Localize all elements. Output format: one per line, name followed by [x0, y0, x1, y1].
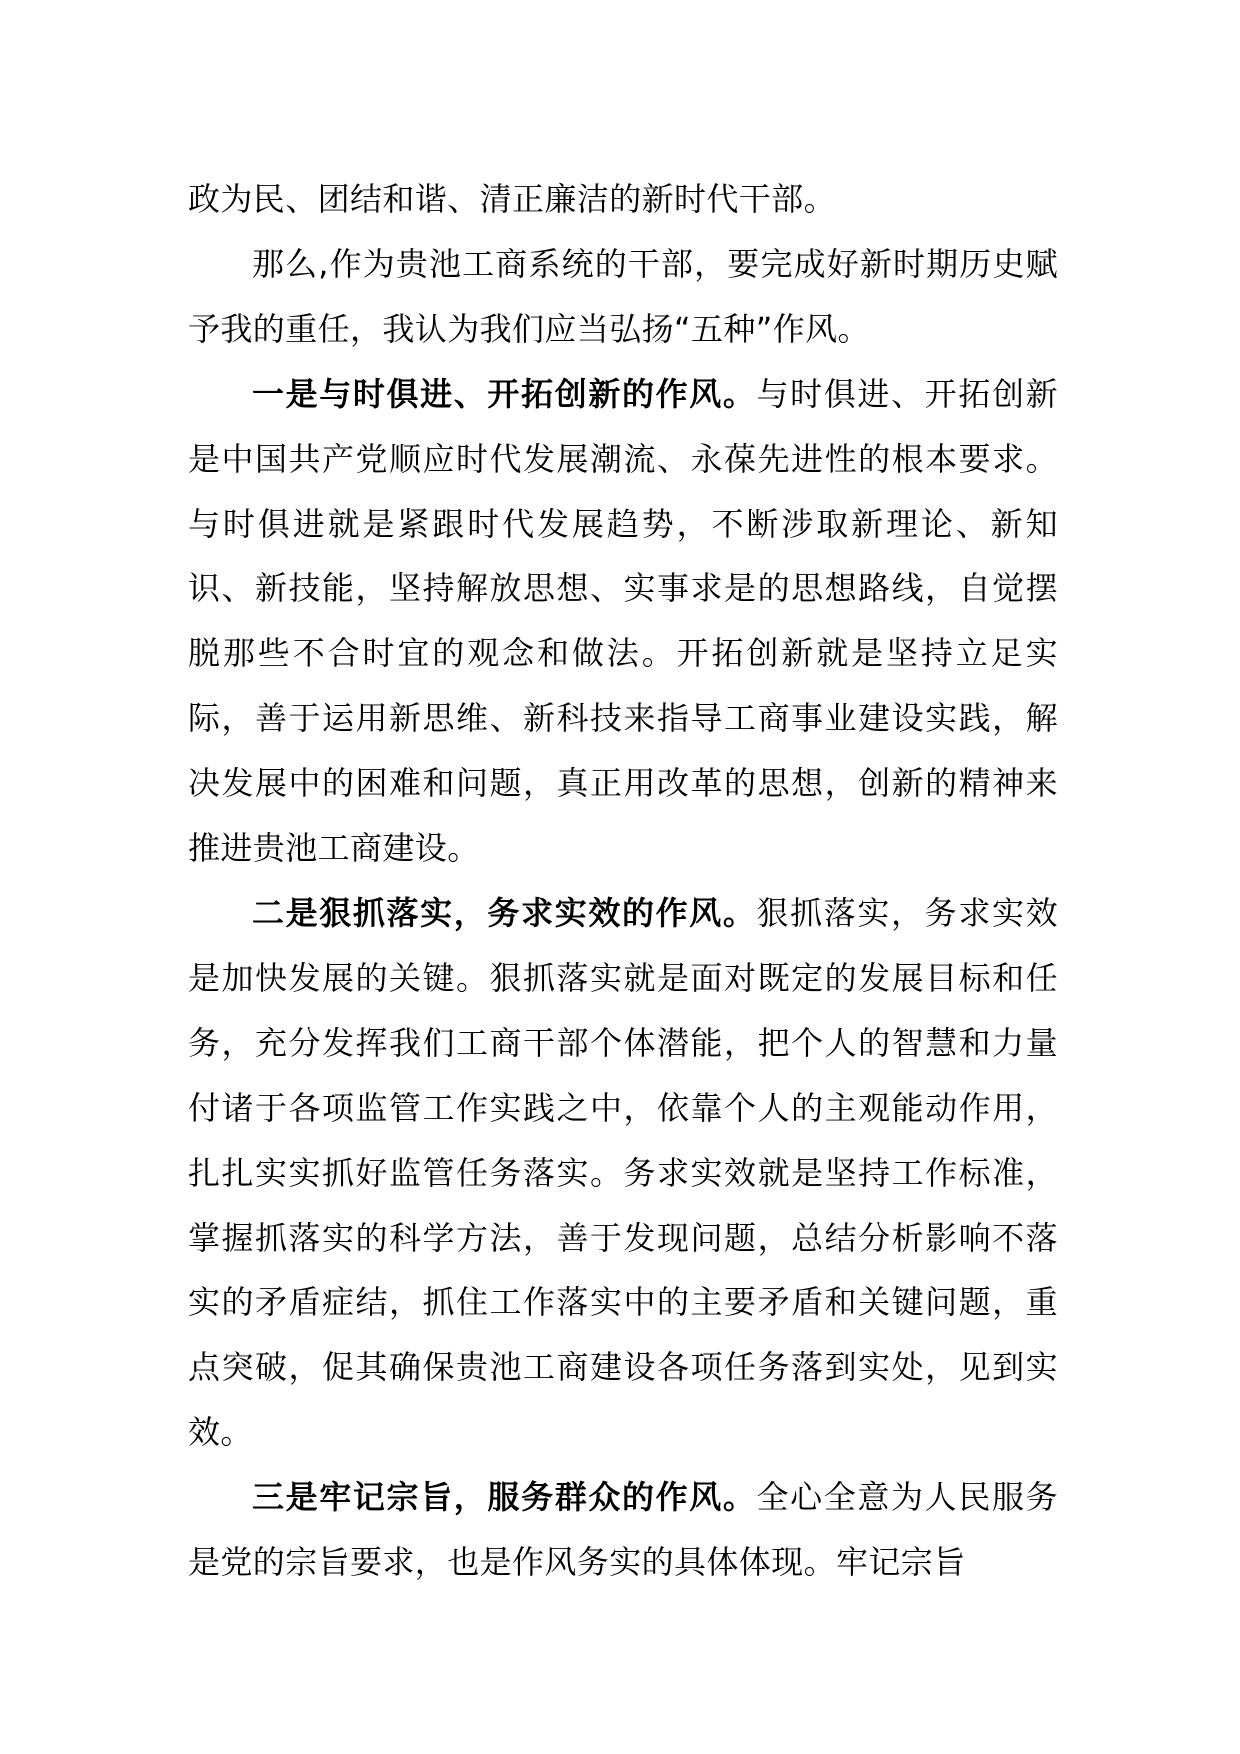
paragraph-text: 政为民、团结和谐、清正廉洁的新时代干部。	[188, 180, 837, 218]
paragraph-text: 与时俱进、开拓创新是中国共产党顺应时代发展潮流、永葆先进性的根本要求。与时俱进就是紧跟时代发展趋势，不断涉取新理论、新知识、新技能，坚持解放思想、实事求是的思想路线，自觉摆脱那些不合时宜的观念和做法。开拓创新就是坚持立足实际，善于运用新思维、新科技来指导工商事业建设实践，解决发展中的困难和问题，真正用改革的思想，创新的精神来推进贵池工商建设。	[188, 374, 1058, 868]
document-page	[188, 167, 1058, 1595]
paragraph-continuation	[188, 167, 1058, 232]
paragraph-text: 狠抓落实，务求实效是加快发展的关键。狠抓落实就是面对既定的发展目标和任务，充分发挥我们工商干部个体潜能，把个人的智慧和力量付诸于各项监管工作实践之中，依靠个人的主观能动作用，扎扎实实抓好监管任务落实。务求实效就是坚持工作标准，掌握抓落实的科学方法，善于发现问题，总结分析影响不落实的矛盾症结，抓住工作落实中的主要矛盾和关键问题，重点突破，促其确保贵池工商建设各项任务落到实处，见到实效。	[188, 893, 1058, 1452]
paragraph-text: 那么,作为贵池工商系统的干部，要完成好新时期历史赋予我的重任，我认为我们应当弘扬“五种”作风。	[188, 244, 1058, 348]
paragraph-intro	[188, 232, 1058, 362]
paragraph-heading: 三是牢记宗旨，服务群众的作风。	[252, 1478, 757, 1517]
paragraph-heading: 二是狠抓落实，务求实效的作风。	[252, 893, 757, 932]
paragraph-style-1	[188, 362, 1058, 881]
paragraph-style-3	[188, 1465, 1058, 1595]
paragraph-style-2	[188, 881, 1058, 1465]
paragraph-heading: 一是与时俱进、开拓创新的作风。	[252, 374, 757, 413]
paragraph-text: 全心全意为人民服务是党的宗旨要求，也是作风务实的具体体现。牢记宗旨	[188, 1478, 1058, 1582]
